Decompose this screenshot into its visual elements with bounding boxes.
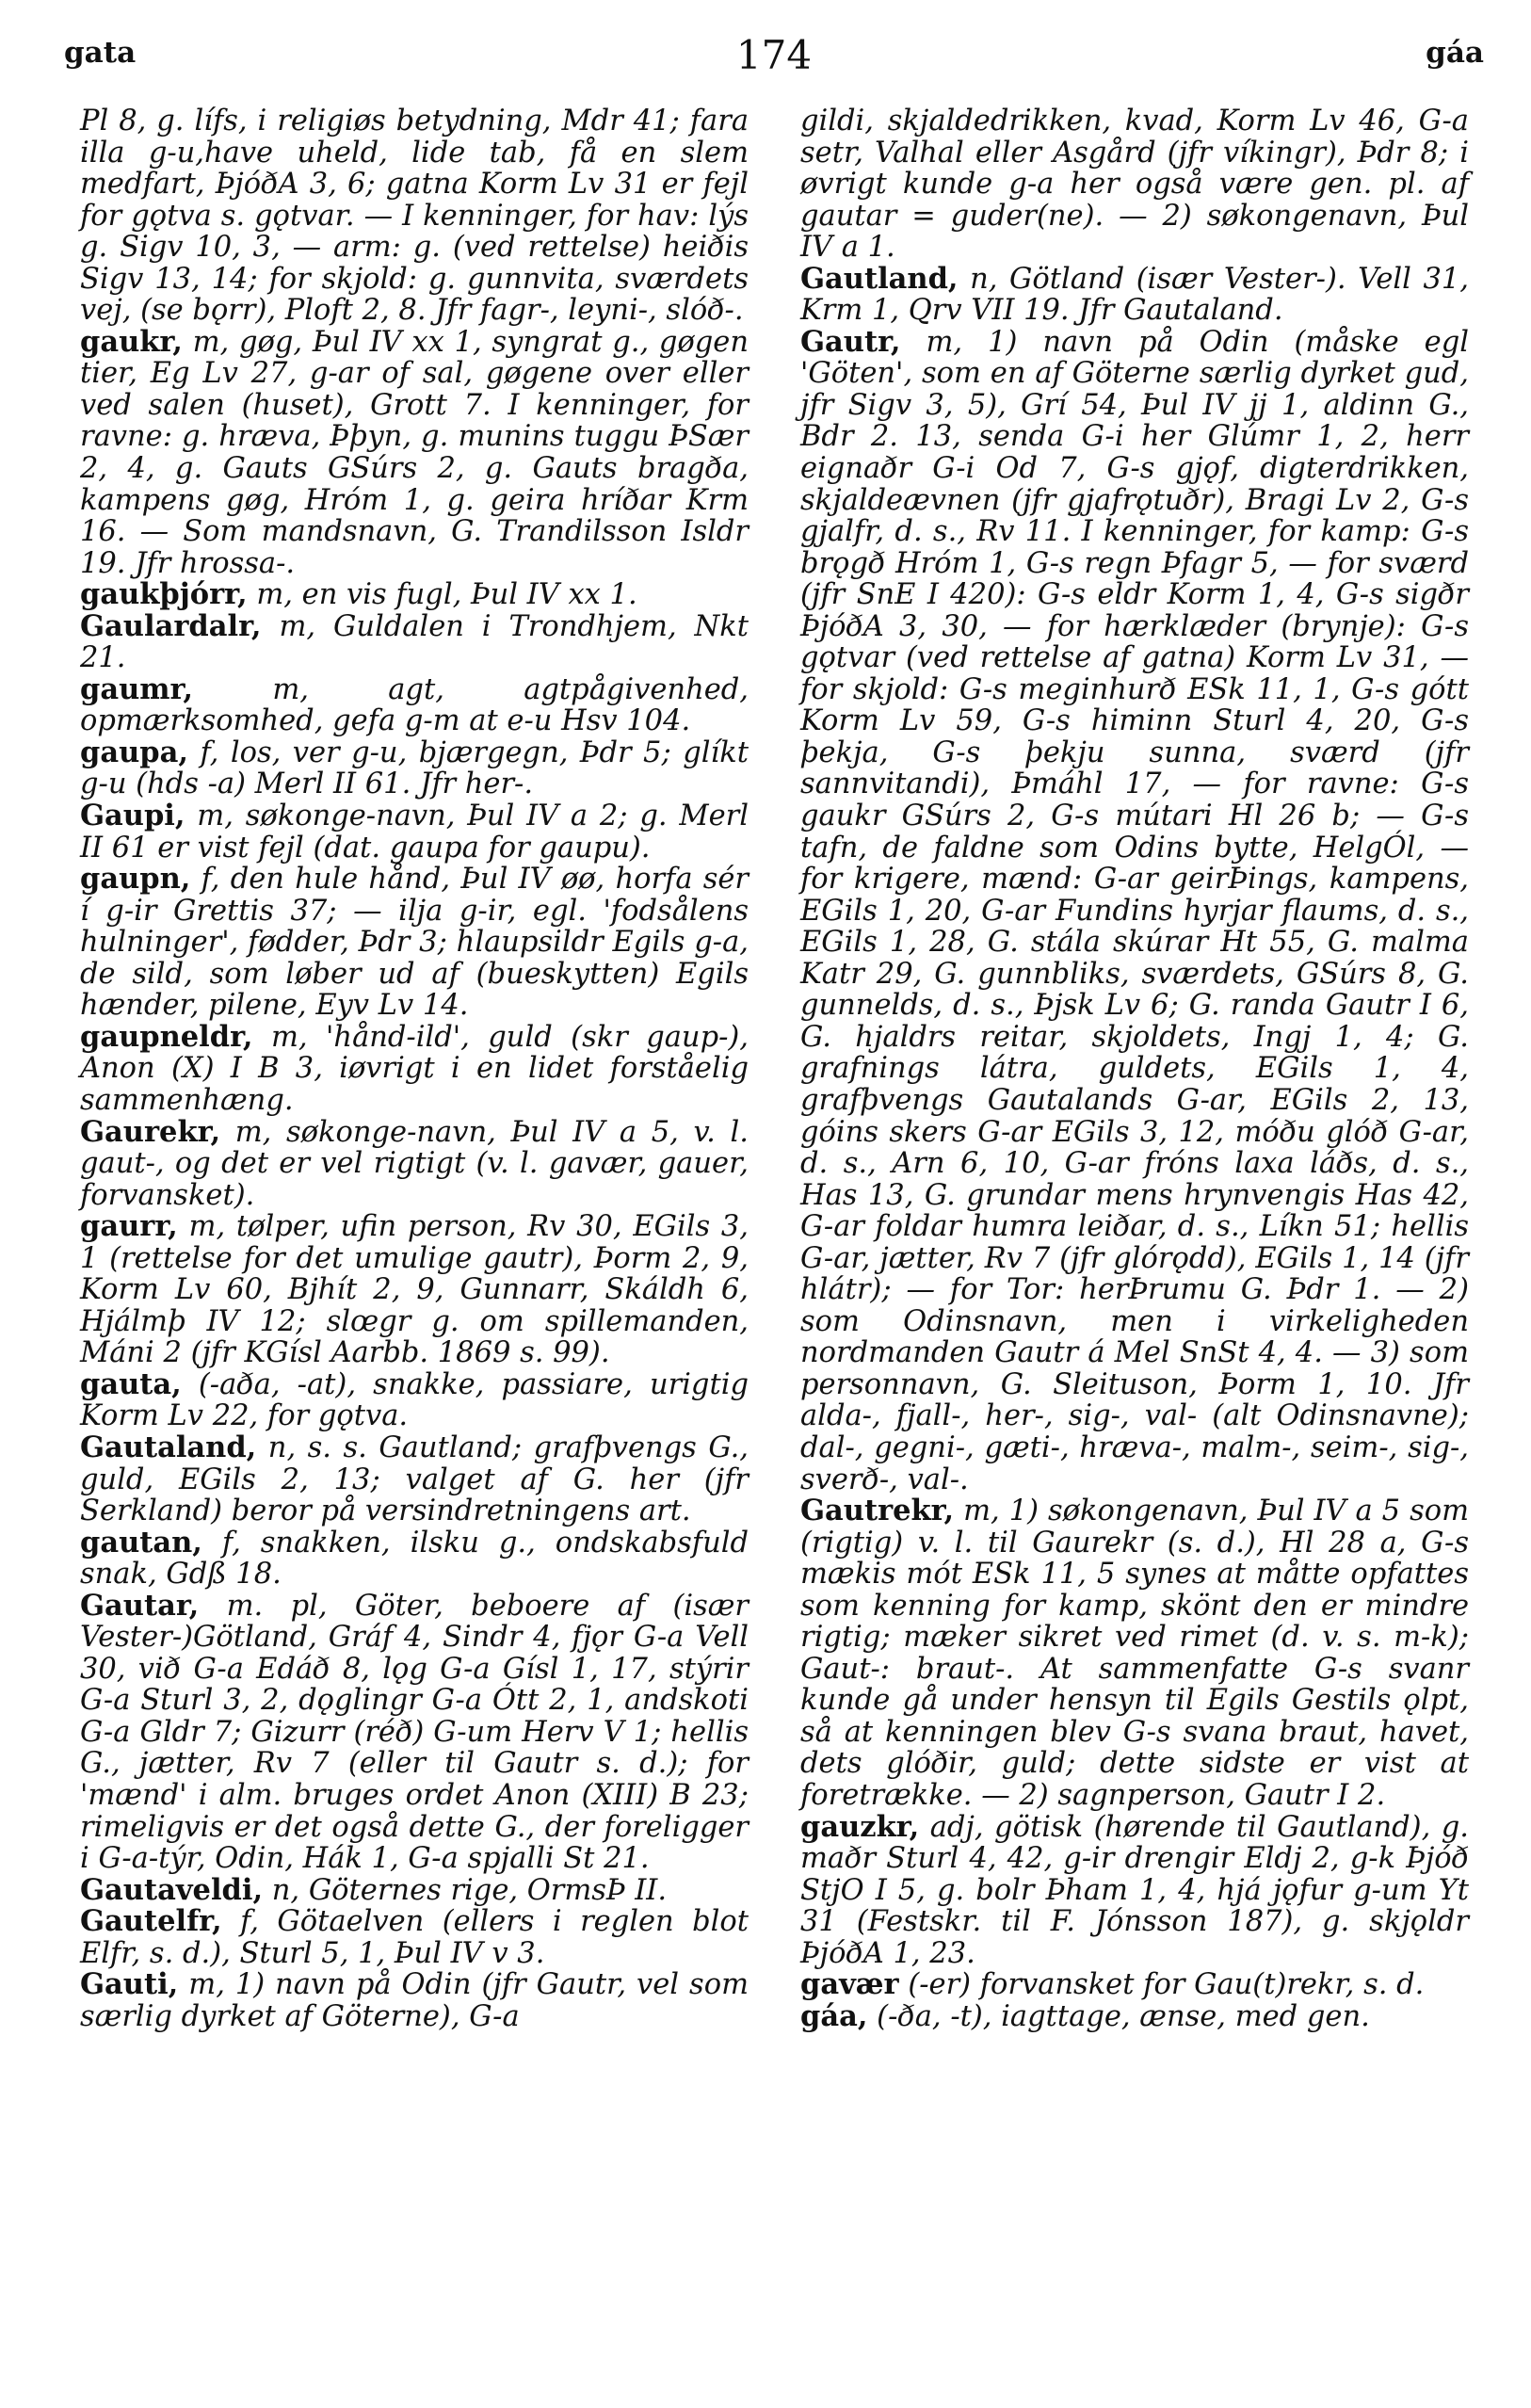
entry-text: adj, götisk (hørende til Gautland), g. maðr Sturl 4, 42, g-ir drengir Eldj 2, g-k Þjóð StjO I 5, g. bolr Þham 1, 4, hjá jǫfur g-um Yt 31 (Festskr. til F. Jónsson 187), g. skjǫldr ÞjóðA 1, 23. [800,1810,1469,1970]
entry-text: m, agt, agtpågivenhed, opmærksomhed, gefa g-m at e-u Hsv 104. [80,672,749,738]
dictionary-entry [800,1809,1469,1970]
headword: gaupneldr, [80,1019,253,1054]
entry-text: m, 1) søkongenavn, Þul IV a 5 som (rigtig) v. l. til Gaurekr (s. d.), Hl 28 a, G-s mækis mót ESk 11, 5 synes at måtte opfattes som kenning for kamp, skönt den er mindre rigtig; mæker sikret ved rimet (d. v. s. m-k); Gaut-: braut-. At sammenfatte G-s svanr kunde gå under hensyn til Egils Gestils ǫlpt, så at kenningen blev G-s svana braut, havet, dets glóðir, guld; dette sidste er vist at foretrække. — 2) sagnperson, Gautr I 2. [800,1495,1469,1812]
dictionary-entry [80,1211,749,1369]
dictionary-entry [80,105,749,327]
dictionary-entry [80,800,749,864]
dictionary-entry [80,1969,749,2032]
dictionary-entry [800,1969,1469,2001]
dictionary-entry [80,864,749,1022]
headword: Gaulardalr, [80,608,262,643]
entry-text: f, den hule hånd, Þul IV øø, horfa sér í g-ir Grettis 37; — ilja g-ir, egl. 'fodsålens hulninger', fødder, Þdr 3; hlaupsildr Egils g-a, de sild, som løber ud af (bueskytten) Egils hænder, pilene, Eyv Lv 14. [80,863,749,1023]
entry-text: f, snakken, ilsku g., ondskabsfuld snak, Gdß 18. [80,1526,749,1592]
entry-text: m, søkonge-navn, Þul IV a 5, v. l. gaut-, og det er vel rigtigt (v. l. gavær, gauer, forvansket). [80,1115,749,1212]
dictionary-entry [80,1019,749,1117]
headword: Gautaveldi, [80,1872,264,1907]
headword: gauzkr, [800,1809,920,1844]
headword: gavær [800,1967,899,2002]
headword: Gautland, [800,261,959,296]
headword: gaumr, [80,671,194,706]
entry-text: m, 1) navn på Odin (måske egl 'Göten', som en af Göterne særlig dyrket gud, jfr Sigv 3, 5), Grí 54, Þul IV jj 1, aldinn G., Bdr 2. 13, senda G-i her Glúmr 1, 2, herr eignaðr G-i Od 7, G-s gjǫf, digterdrikken, skjaldeævnen (jfr gjafrǫtuðr), Bragi Lv 2, G-s gjalfr, d. s., Rv 11. I kenninger, for kamp: G-s brǫgð Hróm 1, G-s regn Þfagr 5, — for sværd (jfr SnE I 420): G-s eldr Korm 1, 4, G-s sigðr ÞjóðA 3, 30, — for hærklæder (brynje): G-s gǫtvar (ved rettelse af gatna) Korm Lv 31, — for skjold: G-s meginhurð ESk 11, 1, G-s gótt Korm Lv 59, G-s himinn Sturl 4, 20, G-s þekja, G-s þekju sunna, sværd (jfr sannvitandi), Þmáhl 17, — for ravne: G-s gaukr GSúrs 2, G-s mútari Hl 26 b; — G-s tafn, de faldne som Odins bytte, HelgÓl, — for krigere, mænd: G-ar geirÞings, kampens, EGils 1, 20, G-ar Fundins hyrjar flaums, d. s., EGils 1, 28, G. stála skúrar Ht 55, G. malma Katr 29, G. gunnbliks, sværdets, GSúrs 8, G. gunnelds, d. s., Þjsk Lv 6; G. randa Gautr I 6, G. hjaldrs reitar, skjoldets, Ingj 1, 4; G. grafnings látra, guldets, EGils 1, 4, grafþvengs Gautalands G-ar, EGils 2, 13, góins skers G-ar EGils 3, 12, móðu glóð G-ar, d. s., Arn 6, 10, G-ar fróns laxa láðs, d. s., Has 13, G. grundar mens hrynvengis Has 42, G-ar foldar humra leiðar, d. s., Líkn 51; hellis G-ar, jætter, Rv 7 (jfr glórǫdd), EGils 1, 14 (jfr hlátr); — for Tor: herÞrumu G. Þdr 1. — 2) som Odinsnavn, men i virkeligheden nordmanden Gautr á Mel SnSt 4, 4. — 3) som personnavn, G. Sleituson, Þorm 1, 10. Jfr alda-, fjall-, her-, sig-, val- (alt Odinsnavne); dal-, gegni-, gæti-, hræva-, malm-, seim-, sig-, sverð-, val-. [800,325,1469,1496]
entry-text: n, Götland (især Vester-). Vell 31, Krm 1, Qrv VII 19. Jfr Gautaland. [800,262,1469,328]
page-number: 174 [735,32,813,78]
dictionary-entry [80,324,749,580]
dictionary-entry [80,1588,749,1876]
entry-text: (-er) forvansket for Gau(t)rekr, s. d. [898,1968,1425,2002]
dictionary-entry [800,1495,1469,1811]
entry-text: (-aða, -at), snakke, passiare, urigtig Korm Lv 22, for gǫtva. [80,1367,749,1433]
dictionary-entry [80,1906,749,1969]
entry-text: m, Guldalen i Trondhjem, Nkt 21. [80,609,749,675]
headword: Gauti, [80,1967,179,2002]
headword: Gautr, [800,324,901,359]
dictionary-entry [800,1998,1469,2033]
headword: gáa, [800,1998,868,2033]
headword: gaukþjórr, [80,577,248,612]
dictionary-entry [800,261,1469,328]
dictionary-entry [80,1366,749,1433]
entry-text: n, Göternes rige, OrmsÞ II. [263,1873,668,1907]
entry-text: Pl 8, g. lífs, i religiøs betydning, Mdr 41; fara illa g-u,have uheld, lide tab, få en slem medfart, ÞjóðA 3, 6; gatna Korm Lv 31 er fejl for gǫtva s. gǫtvar. — I kenninger, for hav: lýs g. Sigv 10, 3, — arm: g. (ved rettelse) heiðis Sigv 13, 14; for skjold: g. gunnvita, sværdets vej, (se bǫrr), Ploft 2, 8. Jfr fagr-, leyni-, slóð-. [80,105,749,328]
headword: Gautelfr, [80,1904,222,1939]
entry-text: m, en vis fugl, Þul IV xx 1. [247,578,637,612]
entry-text: gildi, skjaldedrikken, kvad, Korm Lv 46, G-a setr, Valhal eller Asgård (jfr víkingr), Þdr 8; i øvrigt kunde g-a her også være gen. pl. af gautar = guder(ne). — 2) søkongenavn, Þul IV a 1. [800,105,1469,265]
left-column [80,105,749,2032]
headword: gaupa, [80,735,188,769]
entry-text: m, søkonge-navn, Þul IV a 2; g. Merl II 61 er vist fejl (dat. gaupa for gaupu). [80,800,749,865]
header-guide-word-right: gáa [1426,36,1484,70]
entry-text: n, s. s. Gautland; grafþvengs G., guld, EGils 2, 13; valget af G. her (jfr Serkland) beror på versindretningens art. [80,1430,749,1528]
page-header [64,32,1484,83]
headword: Gautrekr, [800,1494,955,1528]
headword: gaupn, [80,862,191,897]
dictionary-entry [800,324,1469,1496]
headword: gaukr, [80,324,183,359]
dictionary-entry [80,608,749,675]
entry-text: m, 'hånd-ild', guld (skr gaup-), Anon (X) I B 3, iøvrigt i en lidet forståelig sammenhæng. [80,1020,749,1117]
headword: Gautaland, [80,1430,257,1464]
right-column [800,105,1469,2032]
entry-text: m, gøg, Þul IV xx 1, syngrat g., gøgen tier, Eg Lv 27, g-ar of sal, gøgene over eller ved salen (huset), Grott 7. I kenninger, for ravne: g. hræva, Þþyn, g. munins tuggu ÞSær 2, 4, g. Gauts GSúrs 2, g. Gauts bragða, kampens gøg, Hróm 1, g. geira hríðar Krm 16. — Som mandsnavn, G. Trandilsson Isldr 19. Jfr hrossa-. [80,325,749,580]
headword: Gautar, [80,1588,200,1623]
dictionary-entry [80,737,749,800]
header-guide-word-left: gata [64,36,137,70]
dictionary-entry [80,1872,749,1907]
dictionary-entry [80,671,749,738]
headword: Gaupi, [80,799,185,833]
dictionary-entry [80,1114,749,1212]
entry-text: (-ða, -t), iagttage, ænse, med gen. [867,1999,1370,2033]
entry-text: f, Götaelven (ellers i reglen blot Elfr, s. d.), Sturl 5, 1, Þul IV v 3. [80,1905,749,1970]
dictionary-entry [80,579,749,611]
entry-text: f, los, ver g-u, bjærgegn, Þdr 5; glíkt g-u (hds -a) Merl II 61. Jfr her-. [80,735,749,801]
headword: gautan, [80,1525,202,1560]
entry-text: m, 1) navn på Odin (jfr Gautr, vel som særlig dyrket af Göterne), G-a [80,1968,749,2033]
dictionary-entry [80,1432,749,1527]
headword: Gaurekr, [80,1114,221,1149]
headword: gaurr, [80,1209,178,1244]
dictionary-entry [800,105,1469,264]
entry-text: m, tølper, ufin person, Rv 30, EGils 3, 1 (rettelse for det umulige gautr), Þorm 2, 9, Korm Lv 60, Bjhít 2, 9, Gunnarr, Skáldh 6, Hjálmþ IV 12; slœgr g. om spillemanden, Máni 2 (jfr KGísl Aarbb. 1869 s. 99). [80,1210,749,1370]
headword: gauta, [80,1366,182,1401]
dictionary-entry [80,1527,749,1591]
entry-text: m. pl, Göter, beboere af (især Vester-)Götland, Gráf 4, Sindr 4, fjǫr G-a Vell 30, við G-a Edáð 8, lǫg G-a Gísl 1, 17, stýrir G-a Sturl 3, 2, dǫglingr G-a Ótt 2, 1, andskoti G-a Gldr 7; Gizurr (réð) G-um Herv V 1; hellis G., jætter, Rv 7 (eller til Gautr s. d.); for 'mænd' i alm. bruges ordet Anon (XIII) B 23; rimeligvis er det også dette G., der foreligger i G-a-týr, Odin, Hák 1, G-a spjalli St 21. [80,1589,749,1876]
